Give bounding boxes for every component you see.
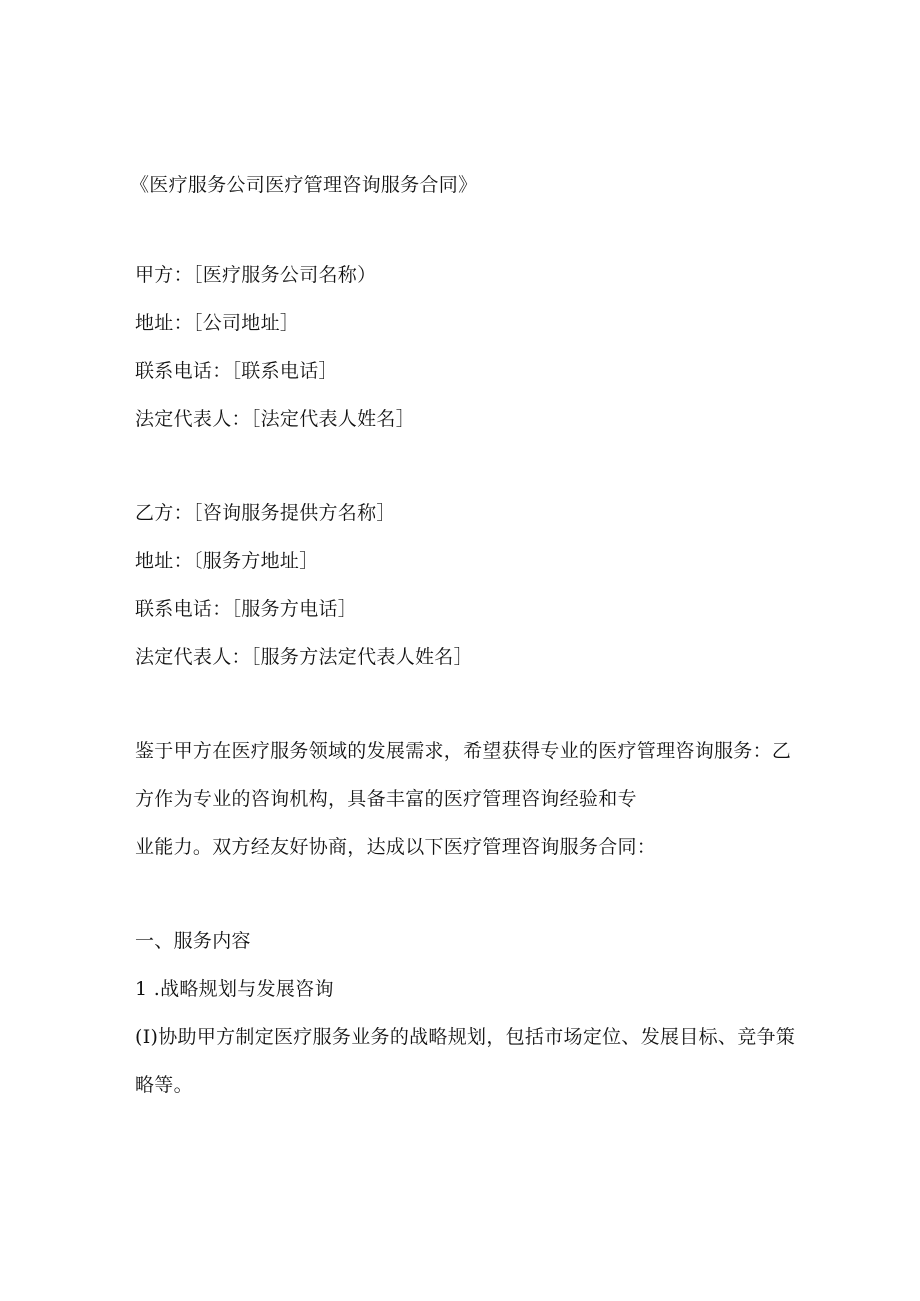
party-a-name: 甲方：［医疗服务公司名称） [135,264,377,286]
party-a-address: 地址：［公司地址］ [135,312,300,334]
party-a-phone: 联系电话：［联系电话］ [135,360,338,382]
section-item-text: (I)协助甲方制定医疗服务业务的战略规划，包括市场定位、发展目标、竞争策 [135,1026,796,1048]
party-a-representative: 法定代表人：［法定代表人姓名］ [135,408,416,430]
section-heading: 一、服务内容 [135,930,251,952]
preamble-line: 方作为专业的咨询机构，具备丰富的医疗管理咨询经验和专 [135,788,637,810]
document-title: 《医疗服务公司医疗管理咨询服务合同》 [130,174,478,196]
party-b-address: 地址：〔服务方地址］ [135,550,319,572]
section-item-heading: 1 .战略规划与发展咨询 [135,978,334,1000]
party-b-name: 乙方：［咨询服务提供方名称］ [135,502,396,524]
preamble-line: 鉴于甲方在医疗服务领域的发展需求，希望获得专业的医疗管理咨询服务：乙 [135,740,792,762]
section-item-text: 略等。 [135,1074,193,1096]
party-b-representative: 法定代表人：［服务方法定代表人姓名］ [135,646,473,668]
party-b-phone: 联系电话：［服务方电话］ [135,598,358,620]
preamble-line: 业能力。双方经友好协商，达成以下医疗管理咨询服务合同： [135,836,657,858]
